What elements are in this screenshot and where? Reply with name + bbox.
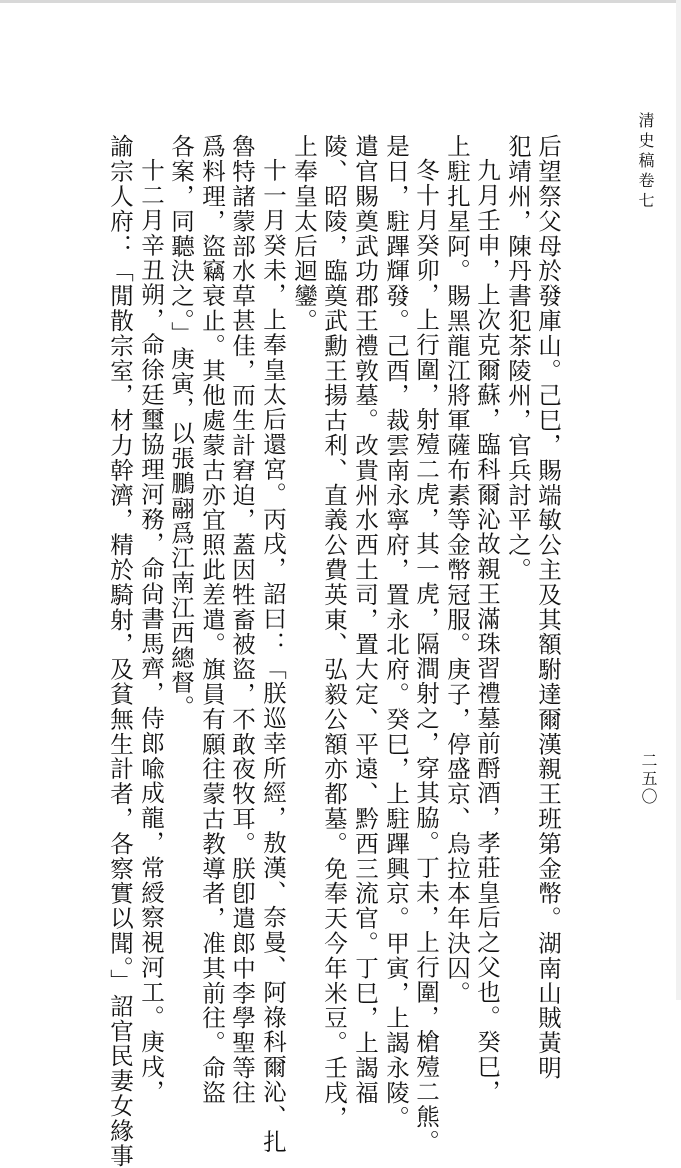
text-column: 后望祭父母於發庫山。己巳，賜端敏公主及其額駙達爾漢親王班第金幣。湖南山賊黃明 (534, 134, 562, 1081)
text-column: 九月壬申，上次克爾蘇，臨科爾沁故親王滿珠習禮墓前酹酒，孝莊皇后之父也。癸巳， (473, 158, 501, 1105)
text-column: 上駐扎星阿。賜黑龍江將軍薩布素等金幣冠服。庚子，停盛京、烏拉本年決囚。 (443, 134, 471, 1006)
page-number: 二五〇 (639, 752, 658, 806)
scan-top-edge (0, 0, 681, 3)
text-column: 是日，駐蹕輝發。己酉，裁雲南永寧府，置永北府。癸巳，上駐蹕興京。甲寅，上謁永陵。 (382, 134, 410, 1130)
text-column: 爲料理，盜竊衰止。其他處蒙古亦宜照此差遣。旗員有願往蒙古教導者，准其前往。命盜 (198, 134, 226, 1106)
text-column: 上奉皇太后迴鑾。 (290, 134, 318, 334)
text-column: 冬十月癸卯，上行圍，射殪二虎，其一虎，隔澗射之，穿其脇。丁未，上行圍，槍殪二熊。 (412, 158, 440, 1154)
text-column: 十一月癸未，上奉皇太后還宮。丙戌，詔曰：「朕巡幸所經，敖漢、奈曼、阿祿科爾沁、扎 (259, 158, 287, 1154)
scan-right-edge (676, 0, 681, 1000)
text-column: 遣官賜奠武功郡王禮敦墓。改貴州水西土司，置大定、平遠、黔西三流官。丁巳，上謁福 (351, 134, 379, 1106)
text-column: 魯特諸蒙部水草甚佳，而生計窘迫，蓋因牲畜被盜，不敢夜牧耳。朕卽遣郎中李學聖等往 (228, 134, 256, 1106)
text-column: 犯靖州，陳丹書犯茶陵州，官兵討平之。 (504, 134, 532, 583)
text-column: 十二月辛丑朔，命徐廷璽協理河務，命尙書馬齊，侍郎喩成龍，常綬察視河工。庚戌， (137, 158, 165, 1105)
text-column: 諭宗人府：「閒散宗室，材力幹濟，精於騎射，及貧無生計者，各察實以聞。」詔官民妻女緣事 (106, 134, 134, 1168)
book-title: 清史稿卷七 (636, 112, 655, 212)
text-column: 各案，同聽決之。」庚寅，以張鵬翮爲江南江西總督。 (167, 134, 195, 720)
text-column: 陵、昭陵，臨奠武勳王揚古利、直義公費英東、弘毅公額亦都墓。免奉天今年米豆。壬戌， (320, 134, 348, 1130)
